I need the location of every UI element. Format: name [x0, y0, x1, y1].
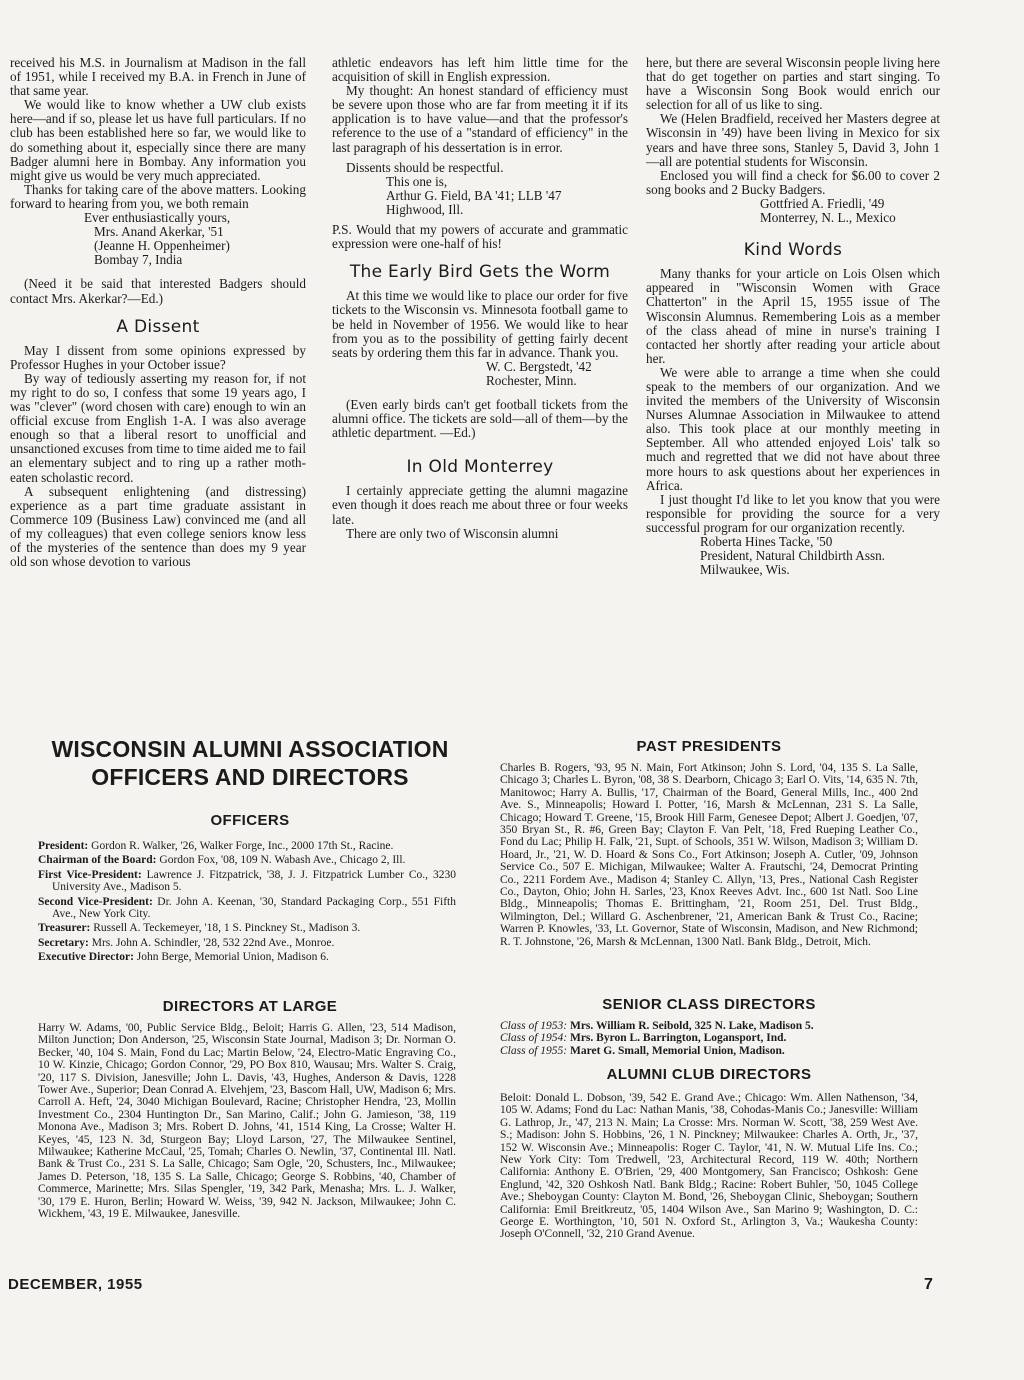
- signature: (Jeanne H. Oppenheimer): [94, 238, 230, 254]
- title-line: OFFICERS AND DIRECTORS: [91, 764, 409, 790]
- officer-entry: [38, 922, 456, 934]
- signature: Bombay 7, India: [94, 252, 183, 268]
- officer-role: First Vice-President:: [38, 868, 142, 881]
- section-heading: In Old Monterrey: [406, 457, 554, 478]
- title-line: WISCONSIN ALUMNI ASSOCIATION: [51, 736, 449, 762]
- paragraph: Many thanks for your article on Lois Olsen which appeared in "Wisconsin Women with Grace Chatterton" in the April 15, 1955 issue of The Wisconsin Alumnus. Remembering Lois as a member of the class ahead of mine in nurse's training I contacted her shortly after reading your article about her.: [646, 266, 940, 366]
- officer-entry: [38, 854, 456, 866]
- senior-class-list: [500, 1020, 918, 1057]
- officer-entry: [38, 840, 456, 852]
- paragraph: By way of tediously asserting my reason for, if not my right to do so, I confess that some 19 years ago, I was "clever" (word chosen with care) enough to win an official excuse from English 1-A. I was also average enough so that a liberal resort to unofficial and unsanctioned excuses from time to time aided me to fail an elementary subject and to ring up a rather moth-eaten scholastic record.: [10, 370, 306, 485]
- signature: President, Natural Childbirth Assn.: [700, 548, 885, 564]
- signature: Mrs. Anand Akerkar, '51: [94, 224, 224, 240]
- officer-role: Second Vice-President:: [38, 895, 153, 908]
- officer-details: Mrs. John A. Schindler, '28, 532 22nd Ave., Monroe.: [88, 936, 335, 949]
- senior-class-entry: [500, 1032, 918, 1044]
- paragraph: I certainly appreciate getting the alumni magazine even though it does reach me about three or four weeks late.: [332, 483, 628, 527]
- signature: W. C. Bergstedt, '42: [486, 358, 592, 374]
- officer-role: President:: [38, 840, 89, 852]
- signature: Rochester, Minn.: [486, 372, 577, 388]
- association-title: [10, 735, 490, 791]
- directors-heading: DIRECTORS AT LARGE: [162, 998, 338, 1015]
- officer-entry: [38, 951, 456, 963]
- directors-text: Harry W. Adams, '00, Public Service Bldg., Beloit; Harris G. Allen, '23, 514 Madison, Milton Junction; Don Anderson, '25, Wisconsin State Journal, Madison 3; Dr. Norman O. Becker, '40, 104 S. Main, Fond du Lac; Martin Below, '24, Electro-Matic Engraving Co., 10 W. Kinzie, Chicago; Gordon Connor, '29, PO Box 810, Wausau; Mrs. Walter S. Craig, '20, 117 S. Division, Janesville; John L. Davis, '43, Hughes, Anderson & Davis, 1228 Tower Ave., Superior; Dean Conrad A. Elvehjem, '23, Bascom Hall, UW, Madison 6; Mrs. Carroll A. Heft, '24, 3040 Michigan Boulevard, Racine; Christopher Hendra, '23, Mollin Investment Co., 2304 Huntington Dr., San Marino, Calif.; John G. Jamieson, '38, 119 Monona Ave., Madison 3; Mrs. Robert D. Johns, '41, 1514 King, La Crosse; Walter H. Keyes, '45, 123 N. 3d, Sturgeon Bay; Lloyd Larson, '27, The Milwaukee Sentinel, Milwaukee; Katherine McCaul, '25, Tomah; Charles O. Newlin, '37, Continental Ill. Natl. Bank & Trust Co., 231 S. La Salle, Chicago; Sam Ogle, '20, Schusters, Inc., Milwaukee; James D. Peterson, '18, 135 S. La Salle, Chicago; George S. Robbins, '40, Chamber of Commerce, Marinette; Mrs. Silas Spengler, '19, 342 Park, Menasha; Mrs. L. J. Walker, '30, 179 E. Huron, Berlin; Howard W. Weiss, '39, 942 N. Jackson, Milwaukee; John C. Wickhem, '43, 19 E. Milwaukee, Janesville.: [38, 1022, 456, 1221]
- paragraph: I just thought I'd like to let you know that you were responsible for providing the source for a very successful program for our organization recently.: [646, 491, 940, 535]
- senior-class-entry: [500, 1020, 918, 1032]
- signature: Monterrey, N. L., Mexico: [760, 210, 896, 226]
- past-presidents-heading: PAST PRESIDENTS: [636, 738, 782, 755]
- alumni-club-list: [500, 1092, 918, 1243]
- senior-class-entry: [500, 1045, 918, 1057]
- class-director: Mrs. Byron L. Barrington, Logansport, Ind.: [567, 1032, 787, 1045]
- officer-details: Dr. John A. Keenan, '30, Standard Packaging Corp., 551 Fifth Ave., New York City.: [52, 895, 456, 921]
- signature: This one is,: [386, 173, 448, 189]
- officer-details: Russell A. Teckemeyer, '18, 1 S. Pinckney St., Madison 3.: [90, 922, 361, 935]
- officer-entry: [38, 937, 456, 949]
- officer-role: Treasurer:: [38, 922, 91, 935]
- class-year: Class of 1954:: [500, 1032, 568, 1045]
- class-year: Class of 1953:: [500, 1020, 568, 1032]
- signature: Arthur G. Field, BA '41; LLB '47: [386, 187, 562, 203]
- officer-entry: [38, 896, 456, 921]
- letters-column-2: [332, 56, 628, 541]
- signature: Highwood, Ill.: [386, 201, 464, 217]
- past-presidents-list: [500, 762, 918, 950]
- section-heading: The Early Bird Gets the Worm: [349, 262, 611, 283]
- paragraph: May I dissent from some opinions expressed by Professor Hughes in your October issue?: [10, 342, 306, 372]
- letter-closing: Ever enthusiastically yours,: [84, 210, 231, 226]
- paragraph: athletic endeavors has left him little time for the acquisition of skill in English expression.: [332, 55, 628, 85]
- paragraph: At this time we would like to place our order for five tickets to the Wisconsin vs. Minnesota football game to be held in November of 1956. We would like to hear from you as to the possibility of getting fairly decent seats by ordering them this far in advance. Thank you.: [332, 288, 628, 360]
- officer-entry: [38, 869, 456, 894]
- officers-heading: OFFICERS: [210, 812, 290, 829]
- officer-role: Secretary:: [38, 936, 89, 949]
- editor-note: (Even early birds can't get football tickets from the alumni office. The tickets are sold—all of them—by the athletic department. —Ed.): [332, 396, 628, 441]
- class-director: Mrs. William R. Seibold, 325 N. Lake, Madison 5.: [567, 1020, 814, 1032]
- class-year: Class of 1955:: [500, 1044, 568, 1057]
- officer-role: Chairman of the Board:: [38, 854, 157, 867]
- page-number: 7: [924, 1276, 933, 1293]
- signature: Gottfried A. Friedli, '49: [760, 195, 885, 211]
- officer-role: Executive Director:: [38, 951, 134, 964]
- paragraph: We would like to know whether a UW club exists here—and if so, please let us have full particulars. If no club has been established here so far, we would like to do something about it, especially since there are many Badger alumni here in Bombay. Any information you might give us would be very much appreciated.: [10, 97, 306, 183]
- signature: Milwaukee, Wis.: [700, 562, 790, 578]
- directors-list: [38, 1022, 456, 1223]
- paragraph: Dissents should be respectful.: [346, 159, 504, 175]
- signature: Roberta Hines Tacke, '50: [700, 534, 833, 549]
- letters-column-3: [646, 56, 940, 577]
- officer-details: Lawrence J. Fitzpatrick, '38, J. J. Fitzpatrick Lumber Co., 3230 University Ave., Madison 5.: [52, 868, 456, 894]
- paragraph: We were able to arrange a time when she could speak to the members of our organization. And we invited the members of the University of Wisconsin Nurses Alumnae Association in Milwaukee to attend also. This took place at our monthly meeting in September. All who attended enjoyed Lois' talk so much and regretted that we did not have about three more hours to ask questions about her experiences in Africa.: [646, 364, 940, 493]
- paragraph: Thanks for taking care of the above matters. Looking forward to hearing from you, we both remain: [10, 181, 306, 211]
- senior-class-heading: SENIOR CLASS DIRECTORS: [602, 996, 816, 1013]
- paragraph: Enclosed you will find a check for $6.00 to cover 2 song books and 2 Bucky Badgers.: [646, 167, 940, 197]
- paragraph: There are only two of Wisconsin alumni: [346, 525, 559, 541]
- paragraph: A subsequent enlightening (and distressing) experience as a part time graduate assistant in Commerce 109 (Business Law) convinced me (and all of my colleagues) that even college seniors know less of the mysteries of the sentence than does my 9 year old son whose devotion to various: [10, 483, 306, 570]
- officer-details: John Berge, Memorial Union, Madison 6.: [133, 951, 329, 964]
- paragraph: We (Helen Bradfield, received her Masters degree at Wisconsin in '49) have been living in Mexico for six years and have three sons, Stanley 5, David 3, John 1—all are potential students for Wisconsin.: [646, 111, 940, 169]
- officers-list: [38, 840, 456, 966]
- officer-details: Gordon R. Walker, '26, Walker Forge, Inc., 2000 17th St., Racine.: [88, 840, 394, 852]
- alumni-club-text: Beloit: Donald L. Dobson, '39, 542 E. Grand Ave.; Chicago: Wm. Allen Nathenson, '34, 105 W. Adams; Fond du Lac: Nathan Manis, '38, Cohodas-Manis Co.; Janesville: William G. Lathrop, Jr., '47, 213 N. Main; La Crosse: Mrs. Norman W. Scott, '38, 259 West Ave. S.; Madison: John S. Hobbins, '26, 1 N. Pinckney; Milwaukee: Charles A. Orth, Jr., '37, 152 W. Wisconsin Ave.; Minneapolis: Roger C. Taylor, '41, N. W. Mutual Life Ins. Co.; New York City: Tom Tredwell, '23, Architectural Record, 119 W. 40th; Northern California: Anthony E. O'Brien, '29, 400 Montgomery, San Francisco; Oshkosh: Gene Englund, '42, 320 Oshkosh Natl. Bank Bldg.; Racine: Robert Buhler, '50, 1045 College Ave.; Sheboygan County: Clayton M. Bond, '26, Sheboygan Clinic, Sheboygan; Southern California: Emil Breitkreutz, '05, 1404 Wilson Ave., San Marino 9; Washington, D. C.: George E. Worthington, '10, 501 N. Oxford St., Arlington 3, Va.; Waukesha County: Joseph O'Connell, '32, 210 Grand Avenue.: [500, 1092, 918, 1241]
- editor-note: (Need it be said that interested Badgers should contact Mrs. Akerkar?—Ed.): [10, 276, 306, 306]
- paragraph: here, but there are several Wisconsin people living here that do get together on parties and start singing. To have a Wisconsin Song Book would enrich our selection for all of us like to sing.: [646, 55, 940, 113]
- class-director: Maret G. Small, Memorial Union, Madison.: [567, 1044, 785, 1057]
- paragraph: received his M.S. in Journalism at Madison in the fall of 1951, while I received my B.A. in French in June of that same year.: [10, 55, 306, 99]
- alumni-club-heading: ALUMNI CLUB DIRECTORS: [606, 1066, 812, 1083]
- section-heading: Kind Words: [743, 240, 843, 261]
- letters-column-1: [10, 56, 306, 569]
- past-presidents-text: Charles B. Rogers, '93, 95 N. Main, Fort Atkinson; John S. Lord, '04, 135 S. La Salle, Chicago 3; Charles L. Byron, '08, 38 S. Dearborn, Chicago 3; Earl O. Vits, '14, 635 N. 7th, Manitowoc; Harry A. Bullis, '17, Chairman of the Board, General Mills, Inc., 400 2nd Ave. S., Minneapolis; Howard I. Potter, '16, Marsh & McLennan, 231 S. La Salle, Chicago; Howard T. Greene, '15, Brook Hill Farm, Genesee Depot; Albert J. Goedjen, '07, 350 Bryan St., R. #6, Green Bay; Clayton F. Van Pelt, '18, Fred Rueping Leather Co., Fond du Lac; Philip H. Falk, '21, Supt. of Schools, 351 W. Wilson, Madison 3; William D. Hoard, Jr., '21, W. D. Hoard & Sons Co., Fort Atkinson; Joseph A. Cutler, '09, Johnson Service Co., 507 E. Michigan, Milwaukee; Walter A. Frautschi, '24, Democrat Printing Co., 2211 Fordem Ave., Madison 4; Stanley C. Allyn, '13, Pres., National Cash Register Co., Dayton, Ohio; John H. Sarles, '23, Knox Reeves Advt. Inc., 600 1st Natl. Soo Line Bldg., Minneapolis; Thomas E. Brittingham, '21, Room 251, Del. Trust Bldg., Wilmington, Del.; Willard G. Aschenbrener, '21, American Bank & Trust Co., Racine; Warren P. Knowles, '33, Lt. Governor, State of Wisconsin, Madison, and New Richmond; R. T. Johnstone, '26, Marsh & McLennan, 1300 Natl. Bank Bldg., Detroit, Mich.: [500, 762, 918, 948]
- officer-details: Gordon Fox, '08, 109 N. Wabash Ave., Chicago 2, Ill.: [156, 854, 406, 867]
- issue-date: DECEMBER, 1955: [8, 1276, 143, 1293]
- paragraph: My thought: An honest standard of efficiency must be severe upon those who are far from meeting it if its application is to have value—and that the professor's reference to the use of a "standard of efficiency" in the last paragraph of his dessertation is in error.: [332, 83, 628, 155]
- postscript: P.S. Would that my powers of accurate and grammatic expression were one-half of his!: [332, 222, 628, 252]
- section-heading: A Dissent: [116, 316, 200, 337]
